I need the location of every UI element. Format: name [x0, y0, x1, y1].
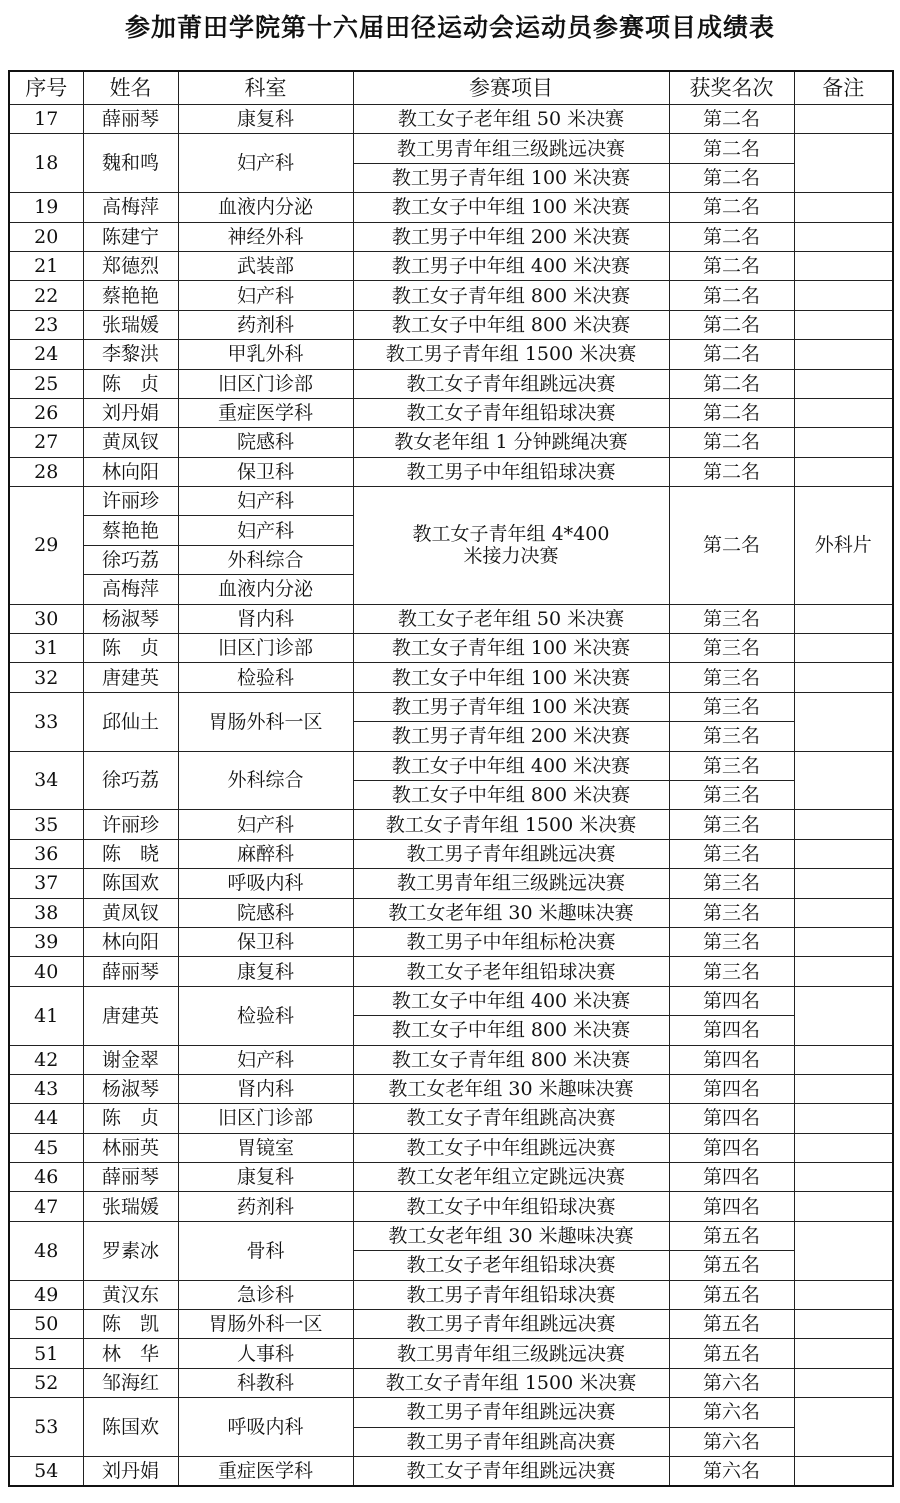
serial-number: 54 — [9, 1456, 83, 1486]
athlete-name: 林向阳 — [83, 927, 178, 956]
table-row — [9, 663, 893, 692]
award-rank: 第四名 — [669, 1163, 794, 1192]
serial-number: 42 — [9, 1045, 83, 1074]
serial-number: 46 — [9, 1163, 83, 1192]
award-rank: 第三名 — [669, 957, 794, 986]
event: 教工女子中年组 800 米决赛 — [353, 1016, 669, 1045]
award-rank: 第三名 — [669, 634, 794, 663]
serial-number: 21 — [9, 251, 83, 280]
department: 人事科 — [178, 1339, 353, 1368]
serial-number: 44 — [9, 1104, 83, 1133]
serial-number: 19 — [9, 193, 83, 222]
award-rank: 第二名 — [669, 222, 794, 251]
serial-number: 49 — [9, 1280, 83, 1309]
serial-number: 41 — [9, 986, 83, 1045]
remark — [794, 751, 893, 810]
remark — [794, 369, 893, 398]
event: 教工女子中年组铅球决赛 — [353, 1192, 669, 1221]
event: 教工男子青年组铅球决赛 — [353, 1280, 669, 1309]
department: 妇产科 — [178, 281, 353, 310]
event: 教工女子中年组跳远决赛 — [353, 1133, 669, 1162]
athlete-name: 陈国欢 — [83, 869, 178, 898]
event: 教工女子青年组 4*400 米接力决赛 — [353, 487, 669, 605]
remark: 外科片 — [794, 487, 893, 605]
table-row — [9, 105, 893, 134]
table-row — [9, 1368, 893, 1397]
event: 教工男子青年组跳远决赛 — [353, 1310, 669, 1339]
event: 教工女子老年组铅球决赛 — [353, 957, 669, 986]
department: 血液内分泌 — [178, 193, 353, 222]
award-rank: 第四名 — [669, 1104, 794, 1133]
document-title: 参加莆田学院第十六届田径运动会运动员参赛项目成绩表 — [124, 13, 775, 42]
serial-number: 25 — [9, 369, 83, 398]
serial-number: 53 — [9, 1398, 83, 1457]
athlete-name: 魏和鸣 — [83, 134, 178, 193]
remark — [794, 810, 893, 839]
department: 呼吸内科 — [178, 1398, 353, 1457]
serial-number: 47 — [9, 1192, 83, 1221]
athlete-name: 陈建宁 — [83, 222, 178, 251]
award-rank: 第二名 — [669, 251, 794, 280]
athlete-name: 郑德烈 — [83, 251, 178, 280]
table-row — [9, 134, 893, 163]
award-rank: 第三名 — [669, 780, 794, 809]
award-rank: 第二名 — [669, 457, 794, 486]
event: 教工男子中年组 400 米决赛 — [353, 251, 669, 280]
event: 教工女子老年组 50 米决赛 — [353, 604, 669, 633]
event: 教工男子青年组 200 米决赛 — [353, 722, 669, 751]
department: 旧区门诊部 — [178, 1104, 353, 1133]
table-row — [9, 1045, 893, 1074]
award-rank: 第三名 — [669, 692, 794, 721]
remark — [794, 398, 893, 427]
award-rank: 第五名 — [669, 1221, 794, 1250]
athlete-name: 陈 贞 — [83, 1104, 178, 1133]
remark — [794, 634, 893, 663]
department: 外科综合 — [178, 545, 353, 574]
remark — [794, 193, 893, 222]
remark — [794, 839, 893, 868]
award-rank: 第三名 — [669, 722, 794, 751]
athlete-name: 陈 凯 — [83, 1310, 178, 1339]
header-event: 参赛项目 — [353, 71, 669, 105]
department: 康复科 — [178, 957, 353, 986]
event: 教工男青年组三级跳远决赛 — [353, 1339, 669, 1368]
table-row — [9, 604, 893, 633]
department: 呼吸内科 — [178, 869, 353, 898]
table-row — [9, 251, 893, 280]
department: 保卫科 — [178, 927, 353, 956]
table-row — [9, 1280, 893, 1309]
award-rank: 第四名 — [669, 1016, 794, 1045]
department: 检验科 — [178, 663, 353, 692]
serial-number: 30 — [9, 604, 83, 633]
department: 妇产科 — [178, 810, 353, 839]
event: 教工男青年组三级跳远决赛 — [353, 134, 669, 163]
athlete-name: 李黎洪 — [83, 340, 178, 369]
remark — [794, 869, 893, 898]
serial-number: 48 — [9, 1221, 83, 1280]
athlete-name: 陈 贞 — [83, 634, 178, 663]
table-row — [9, 281, 893, 310]
department: 药剂科 — [178, 1192, 353, 1221]
serial-number: 52 — [9, 1368, 83, 1397]
remark — [794, 1398, 893, 1457]
department: 胃肠外科一区 — [178, 1310, 353, 1339]
athlete-name: 薛丽琴 — [83, 1163, 178, 1192]
athlete-name: 蔡艳艳 — [83, 516, 178, 545]
department: 胃肠外科一区 — [178, 692, 353, 751]
athlete-name: 薛丽琴 — [83, 105, 178, 134]
department: 胃镜室 — [178, 1133, 353, 1162]
remark — [794, 1045, 893, 1074]
athlete-name: 张瑞媛 — [83, 1192, 178, 1221]
event: 教工女子老年组 50 米决赛 — [353, 105, 669, 134]
event: 教工女子青年组 100 米决赛 — [353, 634, 669, 663]
serial-number: 20 — [9, 222, 83, 251]
event: 教工男子青年组 100 米决赛 — [353, 163, 669, 192]
award-rank: 第三名 — [669, 604, 794, 633]
department: 武装部 — [178, 251, 353, 280]
serial-number: 23 — [9, 310, 83, 339]
event: 教工女子青年组跳远决赛 — [353, 369, 669, 398]
athlete-name: 罗素冰 — [83, 1221, 178, 1280]
remark — [794, 1339, 893, 1368]
table-row — [9, 1310, 893, 1339]
department: 科教科 — [178, 1368, 353, 1397]
athlete-name: 刘丹娟 — [83, 398, 178, 427]
event: 教工男子青年组跳远决赛 — [353, 839, 669, 868]
event: 教女老年组 1 分钟跳绳决赛 — [353, 428, 669, 457]
remark — [794, 251, 893, 280]
award-rank: 第二名 — [669, 310, 794, 339]
serial-number: 35 — [9, 810, 83, 839]
event: 教工女子青年组 1500 米决赛 — [353, 810, 669, 839]
award-rank: 第六名 — [669, 1368, 794, 1397]
award-rank: 第五名 — [669, 1339, 794, 1368]
athlete-name: 黄凤钗 — [83, 898, 178, 927]
event: 教工女子青年组铅球决赛 — [353, 398, 669, 427]
serial-number: 18 — [9, 134, 83, 193]
event: 教工女子青年组 1500 米决赛 — [353, 1368, 669, 1397]
department: 外科综合 — [178, 751, 353, 810]
athlete-name: 林向阳 — [83, 457, 178, 486]
remark — [794, 457, 893, 486]
remark — [794, 1074, 893, 1103]
remark — [794, 898, 893, 927]
award-rank: 第二名 — [669, 487, 794, 605]
header-name: 姓名 — [83, 71, 178, 105]
athlete-name: 杨淑琴 — [83, 1074, 178, 1103]
department: 重症医学科 — [178, 398, 353, 427]
department: 院感科 — [178, 898, 353, 927]
award-rank: 第六名 — [669, 1398, 794, 1427]
award-rank: 第二名 — [669, 398, 794, 427]
remark — [794, 134, 893, 193]
serial-number: 37 — [9, 869, 83, 898]
serial-number: 40 — [9, 957, 83, 986]
athlete-name: 唐建英 — [83, 986, 178, 1045]
department: 旧区门诊部 — [178, 634, 353, 663]
table-row — [9, 193, 893, 222]
table-row — [9, 1074, 893, 1103]
serial-number: 31 — [9, 634, 83, 663]
award-rank: 第三名 — [669, 663, 794, 692]
serial-number: 39 — [9, 927, 83, 956]
table-row — [9, 398, 893, 427]
department: 旧区门诊部 — [178, 369, 353, 398]
athlete-name: 陈国欢 — [83, 1398, 178, 1457]
table-row — [9, 634, 893, 663]
remark — [794, 604, 893, 633]
event: 教工女老年组 30 米趣味决赛 — [353, 1221, 669, 1250]
table-row — [9, 1456, 893, 1486]
table-header-row — [9, 71, 893, 105]
athlete-name: 徐巧荔 — [83, 751, 178, 810]
award-rank: 第三名 — [669, 869, 794, 898]
award-rank: 第二名 — [669, 134, 794, 163]
athlete-name: 陈 晓 — [83, 839, 178, 868]
table-row — [9, 1163, 893, 1192]
table-row — [9, 869, 893, 898]
header-no: 序号 — [9, 71, 83, 105]
remark — [794, 1368, 893, 1397]
award-rank: 第二名 — [669, 340, 794, 369]
athlete-name: 谢金翠 — [83, 1045, 178, 1074]
header-rank: 获奖名次 — [669, 71, 794, 105]
serial-number: 33 — [9, 692, 83, 751]
department: 急诊科 — [178, 1280, 353, 1309]
department: 麻醉科 — [178, 839, 353, 868]
department: 院感科 — [178, 428, 353, 457]
athlete-name: 林 华 — [83, 1339, 178, 1368]
athlete-name: 黄凤钗 — [83, 428, 178, 457]
remark — [794, 663, 893, 692]
award-rank: 第五名 — [669, 1280, 794, 1309]
department: 药剂科 — [178, 310, 353, 339]
remark — [794, 1456, 893, 1486]
award-rank: 第五名 — [669, 1310, 794, 1339]
remark — [794, 281, 893, 310]
header-note: 备注 — [794, 71, 893, 105]
athlete-name: 许丽珍 — [83, 487, 178, 516]
event: 教工女子老年组铅球决赛 — [353, 1251, 669, 1280]
event: 教工男青年组三级跳远决赛 — [353, 869, 669, 898]
award-rank: 第二名 — [669, 428, 794, 457]
department: 血液内分泌 — [178, 575, 353, 604]
award-rank: 第三名 — [669, 927, 794, 956]
award-rank: 第二名 — [669, 281, 794, 310]
table-row — [9, 1398, 893, 1427]
table-row — [9, 986, 893, 1015]
serial-number: 34 — [9, 751, 83, 810]
department: 甲乳外科 — [178, 340, 353, 369]
award-rank: 第六名 — [669, 1427, 794, 1456]
department: 妇产科 — [178, 134, 353, 193]
event: 教工男子中年组 200 米决赛 — [353, 222, 669, 251]
athlete-name: 邱仙土 — [83, 692, 178, 751]
award-rank: 第六名 — [669, 1456, 794, 1486]
remark — [794, 105, 893, 134]
table-row — [9, 369, 893, 398]
serial-number: 36 — [9, 839, 83, 868]
event: 教工女子青年组 800 米决赛 — [353, 1045, 669, 1074]
remark — [794, 927, 893, 956]
department: 妇产科 — [178, 1045, 353, 1074]
serial-number: 50 — [9, 1310, 83, 1339]
table-row — [9, 1104, 893, 1133]
remark — [794, 428, 893, 457]
event: 教工女老年组 30 米趣味决赛 — [353, 1074, 669, 1103]
serial-number: 32 — [9, 663, 83, 692]
department: 保卫科 — [178, 457, 353, 486]
remark — [794, 310, 893, 339]
award-rank: 第五名 — [669, 1251, 794, 1280]
award-rank: 第四名 — [669, 1133, 794, 1162]
table-row — [9, 222, 893, 251]
remark — [794, 1104, 893, 1133]
athlete-name: 唐建英 — [83, 663, 178, 692]
athlete-name: 高梅萍 — [83, 193, 178, 222]
event: 教工男子青年组跳高决赛 — [353, 1427, 669, 1456]
department: 检验科 — [178, 986, 353, 1045]
remark — [794, 692, 893, 751]
serial-number: 43 — [9, 1074, 83, 1103]
department: 肾内科 — [178, 1074, 353, 1103]
event: 教工男子青年组跳远决赛 — [353, 1398, 669, 1427]
athlete-name: 徐巧荔 — [83, 545, 178, 574]
remark — [794, 1310, 893, 1339]
award-rank: 第二名 — [669, 105, 794, 134]
table-row — [9, 751, 893, 780]
serial-number: 24 — [9, 340, 83, 369]
table-row — [9, 957, 893, 986]
table-row — [9, 428, 893, 457]
award-rank: 第四名 — [669, 986, 794, 1015]
athlete-name: 高梅萍 — [83, 575, 178, 604]
department: 康复科 — [178, 105, 353, 134]
table-row — [9, 1133, 893, 1162]
award-rank: 第三名 — [669, 898, 794, 927]
event: 教工男子中年组铅球决赛 — [353, 457, 669, 486]
remark — [794, 340, 893, 369]
serial-number: 51 — [9, 1339, 83, 1368]
department: 肾内科 — [178, 604, 353, 633]
event: 教工男子青年组 1500 米决赛 — [353, 340, 669, 369]
event: 教工女老年组立定跳远决赛 — [353, 1163, 669, 1192]
remark — [794, 1192, 893, 1221]
serial-number: 38 — [9, 898, 83, 927]
award-rank: 第三名 — [669, 751, 794, 780]
table-body — [9, 105, 893, 1487]
event: 教工女子青年组 800 米决赛 — [353, 281, 669, 310]
event: 教工男子青年组 100 米决赛 — [353, 692, 669, 721]
department: 妇产科 — [178, 516, 353, 545]
header-dept: 科室 — [178, 71, 353, 105]
serial-number: 29 — [9, 487, 83, 605]
remark — [794, 1133, 893, 1162]
remark — [794, 1221, 893, 1280]
event: 教工女子青年组跳高决赛 — [353, 1104, 669, 1133]
award-rank: 第四名 — [669, 1045, 794, 1074]
remark — [794, 986, 893, 1045]
table-row — [9, 898, 893, 927]
table-row — [9, 839, 893, 868]
event: 教工男子中年组标枪决赛 — [353, 927, 669, 956]
serial-number: 26 — [9, 398, 83, 427]
event: 教工女子中年组 800 米决赛 — [353, 780, 669, 809]
award-rank: 第四名 — [669, 1074, 794, 1103]
athlete-name: 陈 贞 — [83, 369, 178, 398]
table-row — [9, 457, 893, 486]
table-row — [9, 487, 893, 516]
remark — [794, 222, 893, 251]
award-rank: 第三名 — [669, 839, 794, 868]
remark — [794, 1163, 893, 1192]
serial-number: 22 — [9, 281, 83, 310]
event: 教工女老年组 30 米趣味决赛 — [353, 898, 669, 927]
table-row — [9, 1221, 893, 1250]
award-rank: 第四名 — [669, 1192, 794, 1221]
department: 重症医学科 — [178, 1456, 353, 1486]
award-rank: 第二名 — [669, 193, 794, 222]
event: 教工女子中年组 100 米决赛 — [353, 663, 669, 692]
event: 教工女子中年组 400 米决赛 — [353, 986, 669, 1015]
athlete-name: 蔡艳艳 — [83, 281, 178, 310]
serial-number: 28 — [9, 457, 83, 486]
remark — [794, 957, 893, 986]
event: 教工女子青年组跳远决赛 — [353, 1456, 669, 1486]
event: 教工女子中年组 400 米决赛 — [353, 751, 669, 780]
athlete-name: 黄汉东 — [83, 1280, 178, 1309]
table-row — [9, 692, 893, 721]
event: 教工女子中年组 100 米决赛 — [353, 193, 669, 222]
award-rank: 第二名 — [669, 163, 794, 192]
serial-number: 27 — [9, 428, 83, 457]
department: 妇产科 — [178, 487, 353, 516]
table-row — [9, 810, 893, 839]
athlete-name: 许丽珍 — [83, 810, 178, 839]
serial-number: 45 — [9, 1133, 83, 1162]
department: 康复科 — [178, 1163, 353, 1192]
award-rank: 第三名 — [669, 810, 794, 839]
athlete-name: 邹海红 — [83, 1368, 178, 1397]
event: 教工女子中年组 800 米决赛 — [353, 310, 669, 339]
department: 神经外科 — [178, 222, 353, 251]
athlete-name: 林丽英 — [83, 1133, 178, 1162]
results-table — [8, 70, 894, 1487]
table-row — [9, 927, 893, 956]
athlete-name: 刘丹娟 — [83, 1456, 178, 1486]
athlete-name: 张瑞媛 — [83, 310, 178, 339]
award-rank: 第二名 — [669, 369, 794, 398]
athlete-name: 薛丽琴 — [83, 957, 178, 986]
department: 骨科 — [178, 1221, 353, 1280]
table-row — [9, 1339, 893, 1368]
table-row — [9, 340, 893, 369]
serial-number: 17 — [9, 105, 83, 134]
table-row — [9, 1192, 893, 1221]
athlete-name: 杨淑琴 — [83, 604, 178, 633]
table-row — [9, 310, 893, 339]
remark — [794, 1280, 893, 1309]
